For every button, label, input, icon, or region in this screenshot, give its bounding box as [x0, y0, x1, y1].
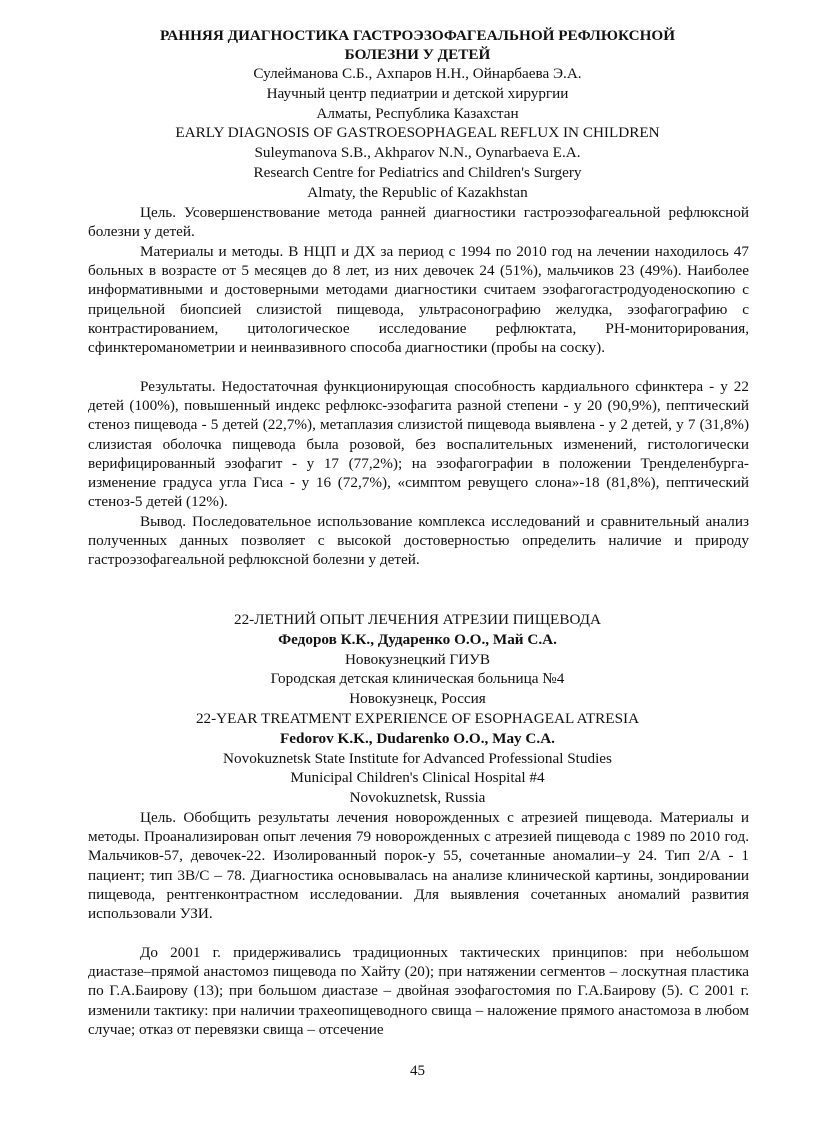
article1-title-en: EARLY DIAGNOSIS OF GASTROESOPHAGEAL REFLUX IN CHILDREN	[175, 124, 660, 141]
article2-institution1-en: Novokuznetsk State Institute for Advanced Professional Studies	[223, 750, 612, 767]
article1-location-ru: Алматы, Республика Казахстан	[316, 105, 519, 122]
article2-title-ru: 22-ЛЕТНИЙ ОПЫТ ЛЕЧЕНИЯ АТРЕЗИИ ПИЩЕВОДА	[233, 611, 601, 628]
article2-institution1-ru: Новокузнецкий ГИУВ	[344, 651, 491, 668]
article2-institution2-en: Municipal Children's Clinical Hospital #4	[290, 769, 545, 786]
article1-title-ru-line1: РАННЯЯ ДИАГНОСТИКА ГАСТРОЭЗОФАГЕАЛЬНОЙ РЕФЛЮКСНОЙ	[159, 27, 676, 44]
article2-location-ru: Новокузнецк, Россия	[349, 690, 486, 707]
article1-paragraph-conclusion: Вывод. Последовательное использование комплекса исследований и сравнительный анализ полученных данных позволяет с высокой достоверностью определить наличие и природу гастроэзофагеальной рефлюксной болезни у детей.	[88, 513, 749, 569]
article1-institution-ru: Научный центр педиатрии и детской хирургии	[266, 85, 569, 102]
article2-title-en: 22-YEAR TREATMENT EXPERIENCE OF ESOPHAGEAL ATRESIA	[195, 710, 640, 727]
article1-title-ru-line2: БОЛЕЗНИ У ДЕТЕЙ	[344, 46, 491, 63]
article1-paragraph-methods: Материалы и методы. В НЦП и ДХ за период с 1994 по 2010 год на лечении находилось 47 больных в возрасте от 5 месяцев до 8 лет, из них девочек 24 (51%), мальчиков 23 (49%). Наиболее информативными и достоверными методами диагностики считаем эзофагогастродуоденоскопию с прицельной биопсией слизистой пищевода, ультрасонографию желудка, эзофагографию с контрастированием, цитологическое исследование рефлюктата, PH-мониторирования, сфинктероманометрии и неинвазивного способа диагностики (пробы на соску).	[88, 243, 749, 357]
article1-paragraph-aim: Цель. Усовершенствование метода ранней диагностики гастроэзофагеальной рефлюксной болезни у детей.	[88, 204, 749, 241]
article2-authors-ru: Федоров К.К., Дударенко О.О., Май С.А.	[278, 631, 557, 648]
article2-institution2-ru: Городская детская клиническая больница №4	[270, 670, 565, 687]
article2-location-en: Novokuznetsk, Russia	[349, 789, 486, 806]
article2-paragraph-aim-methods: Цель. Обобщить результаты лечения новорожденных с атрезией пищевода. Материалы и методы. Проанализирован опыт лечения 79 новорожденных с атрезией пищевода с 1989 по 2010 год. Мальчиков-57, девочек-22. Изолированный порок-у 55, сочетанные аномалии–у 24. Тип 2/А - 1 пациент; тип 3В/С – 78. Диагностика основывалась на анализе клинической картины, зондировании пищевода, рентгенконтрастном исследовании. Для выявления сочетанных аномалий развития использовали УЗИ.	[88, 809, 749, 923]
article1-authors-en: Suleymanova S.B., Akhparov N.N., Oynarbaeva E.A.	[254, 144, 581, 161]
article2-authors-en: Fedorov K.K., Dudarenko O.O., May C.A.	[280, 730, 555, 747]
article1-location-en: Almaty, the Republic of Kazakhstan	[307, 184, 528, 201]
article2-paragraph-tactics: До 2001 г. придерживались традиционных тактических принципов: при небольшом диастазе–прямой анастомоз пищевода по Хайту (20); при натяжении сегментов – лоскутная пластика по Г.А.Баирову (13); при большом диастазе – двойная эзофагостомия по Г.А.Баирову (5). С 2001 г. изменили тактику: при наличии трахеопищеводного свища – наложение прямого анастомоза в любом случае; отказ от перевязки свища – отсечение	[88, 944, 749, 1038]
page-number: 45	[410, 1063, 425, 1079]
article1-paragraph-results: Результаты. Недостаточная функционирующая способность кардиального сфинктера - у 22 детей (100%), повышенный индекс рефлюкс-эзофагита разной степени - у 20 (90,9%), пептический стеноз пищевода - 5 детей (22,7%), метаплазия слизистой пищевода выявлена - у 2 детей, у 7 (31,8%) слизистая оболочка пищевода была розовой, без воспалительных изменений, гистологически верифицированный эзофагит - у 17 (77,2%); на эзофагографии в положении Тренделенбурга-изменение градуса угла Гиса - у 16 (72,7%), «симптом ревущего слона»-18 (81,8%), пептический стеноз-5 детей (12%).	[88, 378, 749, 511]
article1-authors-ru: Сулейманова С.Б., Ахпаров Н.Н., Ойнарбаева Э.А.	[253, 65, 582, 82]
article1-institution-en: Research Centre for Pediatrics and Children's Surgery	[253, 164, 582, 181]
